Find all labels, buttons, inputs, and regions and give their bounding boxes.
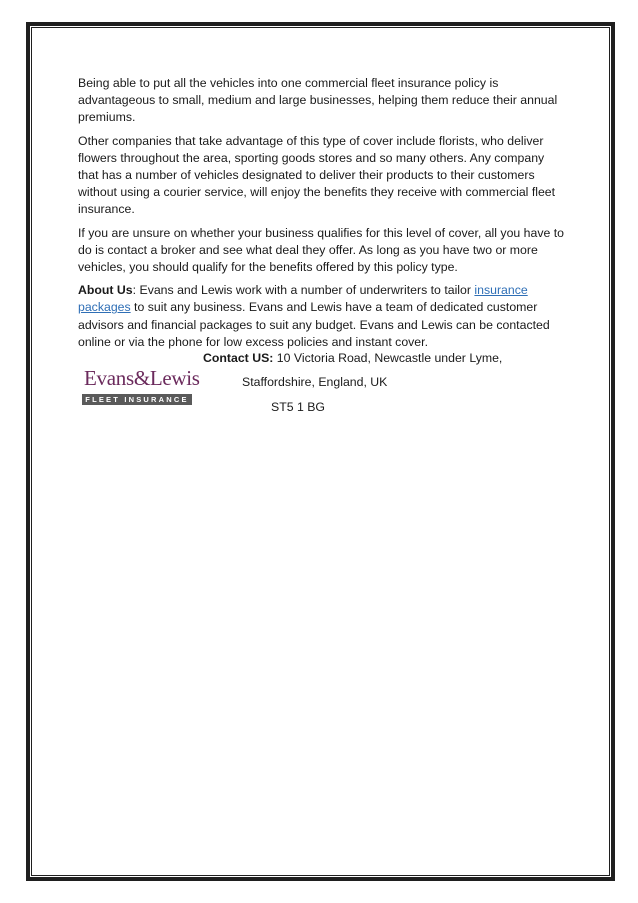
about-us-label: About Us [78, 283, 133, 298]
about-us-text-before-link: : Evans and Lewis work with a number of underwriters to tailor [132, 283, 475, 298]
logo-brand-name: Evans&Lewis [84, 366, 200, 390]
paragraph-other-companies: Other companies that take advantage of this type of cover include florists, who deliver flowers throughout the area, sporting goods stores and so many others. Any company that has a number of vehicles designated to deliver their products to their customers without using a courier service, will enjoy the benefits they receive with commercial fleet insurance. [78, 133, 556, 217]
contact-address-line2: Staffordshire, England, UK [242, 375, 388, 389]
paragraph-fleet-policy: Being able to put all the vehicles into one commercial fleet insurance policy is advantageous to small, medium and large businesses, helping them reduce their annual premiums. [78, 76, 558, 125]
contact-address-street: 10 Victoria Road, Newcastle under Lyme, [273, 351, 503, 365]
document-body [78, 75, 568, 357]
logo-tagline-bar: FLEET INSURANCE [82, 394, 192, 405]
logo-wordmark-area [82, 363, 200, 393]
paragraph-unsure: If you are unsure on whether your business qualifies for this level of cover, all you have to do is contact a broker and see what deal they offer. As long as you have two or more vehicles, you should qualify for the benefits offered by this policy type. [78, 225, 564, 275]
about-us-text-after-link: to suit any business. Evans and Lewis have a team of dedicated customer advisors and financial packages to suit any budget. Evans and Lewis can be contacted online or via the phone for low excess policies and instant cover. [78, 300, 550, 349]
contact-postcode: ST5 1 BG [271, 400, 325, 414]
contact-address-line1 [203, 350, 502, 367]
contact-label: Contact US: [203, 351, 274, 365]
company-logo [82, 363, 200, 407]
paragraph-about-us [78, 282, 568, 351]
insurance-packages-link[interactable]: insurance packages [78, 283, 528, 315]
